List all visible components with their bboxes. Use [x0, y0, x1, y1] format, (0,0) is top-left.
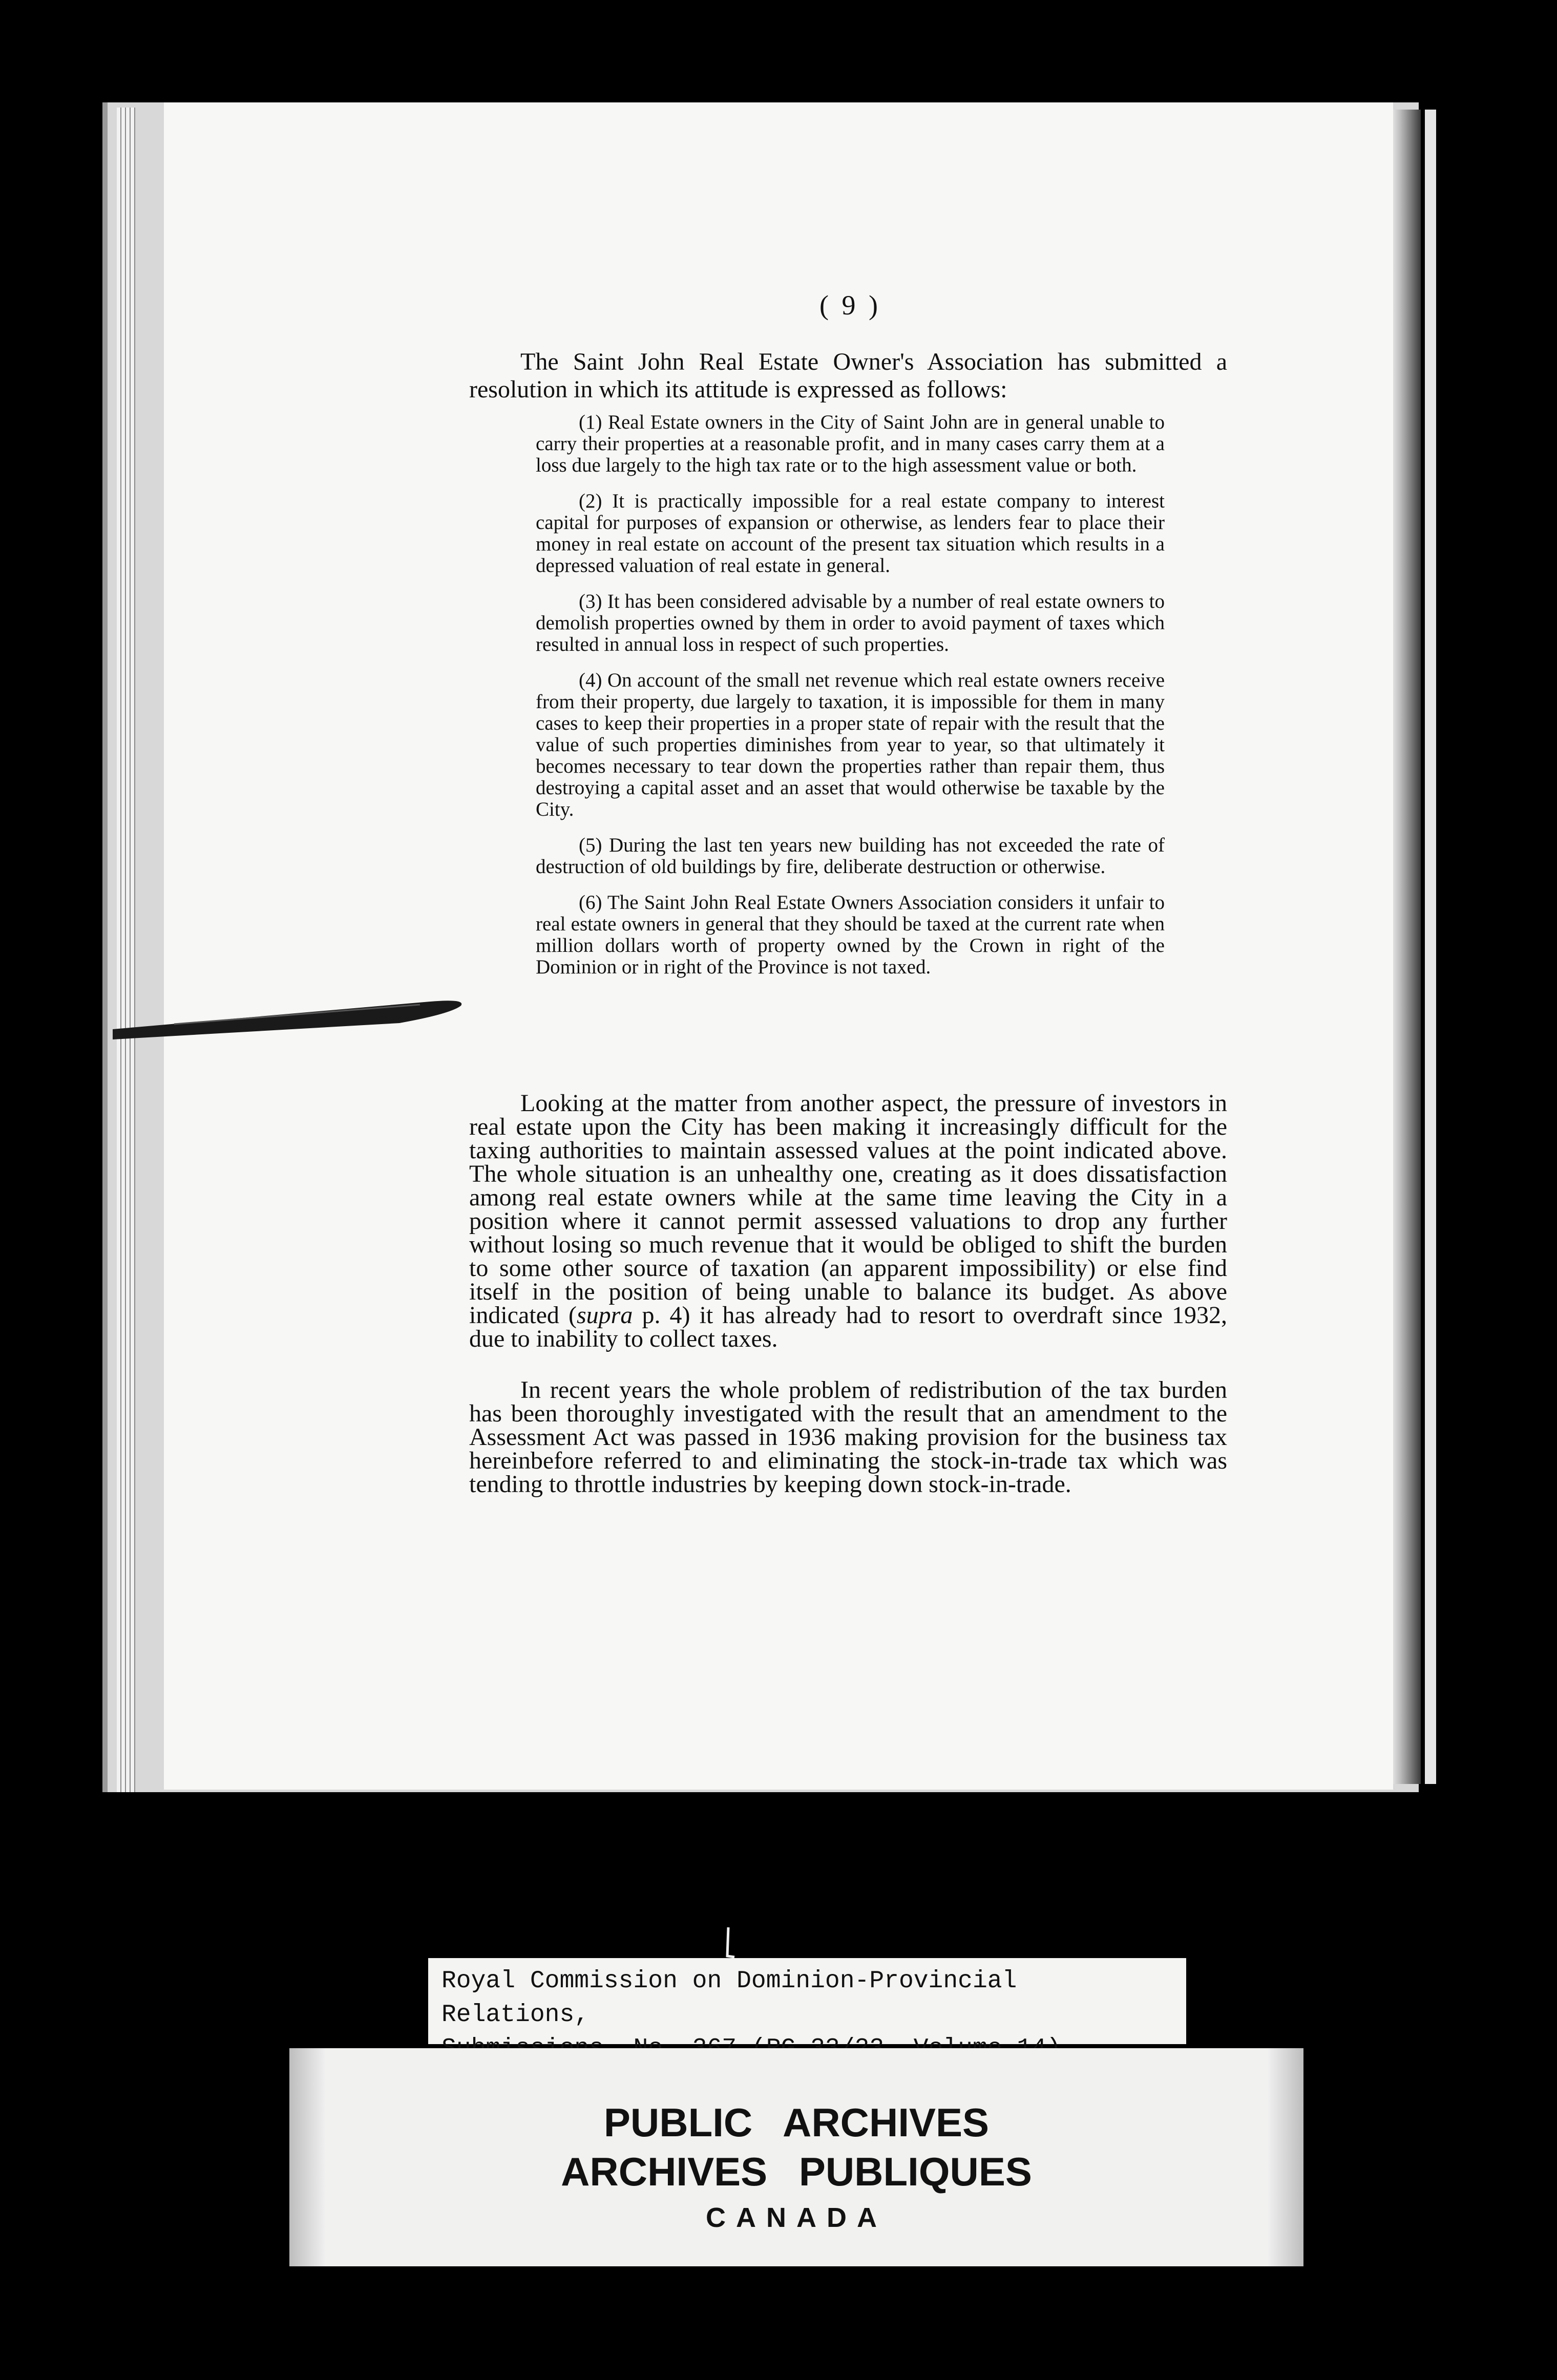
- resolution-item: (4) On account of the small net revenue which real estate owners receive from their property, due largely to taxation, it is impossible for them in many cases to keep their properties in a proper state of repair with the result that the value of such properties diminishes from year to year, so that ultimately it becomes necessary to tear down the properties rather than repair them, thus destroying a capital asset and an asset that would otherwise be taxable by the City.: [536, 669, 1165, 820]
- supra-italic: supra: [577, 1302, 633, 1329]
- pen-object: [113, 998, 471, 1039]
- stamp-line-canada: CANADA: [706, 2202, 887, 2233]
- paragraph-recent-years: In recent years the whole problem of redistribution of the tax burden has been thoroughly investigated with the result that an amendment to the Assessment Act was passed in 1936 making provision for the business tax hereinbefore referred to and eliminating the stock-in-trade tax which was tending to throttle industries by keeping down stock-in-trade.: [469, 1376, 1227, 1498]
- archives-stamp: [289, 2048, 1303, 2266]
- page-gutter-shadow: [1389, 110, 1421, 1784]
- resolution-item: (6) The Saint John Real Estate Owners Association considers it unfair to real estate owners in general that they should be taxed at the current rate when million dollars worth of property owned by the Crown in right of the Dominion or in right of the Province is not taxed.: [536, 891, 1165, 978]
- resolution-list: [536, 412, 1165, 992]
- resolution-item: (2) It is practically impossible for a real estate company to interest capital for purposes of expansion or otherwise, as lenders fear to place their money in real estate on account of the present tax situation which results in a depressed valuation of real estate in general.: [536, 490, 1165, 577]
- stamp-line-archives-publiques: ARCHIVES PUBLIQUES: [561, 2149, 1032, 2194]
- page-number: ( 9 ): [819, 290, 881, 321]
- body-paragraphs: [469, 1092, 1227, 1524]
- intro-text: The Saint John Real Estate Owner's Association has submitted a resolution in which its attitude is expressed as follows:: [469, 348, 1227, 403]
- resolution-item: (5) During the last ten years new building has not exceeded the rate of destruction of old buildings by fire, deliberate destruction or otherwise.: [536, 834, 1165, 878]
- resolution-item: (1) Real Estate owners in the City of Saint John are in general unable to carry their properties at a reasonable profit, and in many cases carry them at a loss due largely to the high tax rate or to the high assessment value or both.: [536, 411, 1165, 476]
- intro-paragraph: [469, 348, 1227, 403]
- paragraph-looking-end: p. 4) it has already had to resort to overdraft since 1932, due to inability to collect taxes.: [469, 1302, 1228, 1352]
- stamp-line-public-archives: PUBLIC ARCHIVES: [603, 2100, 990, 2145]
- reference-slip: [428, 1958, 1186, 2044]
- slip-pencil-mark: [722, 1925, 738, 1961]
- resolution-item: (3) It has been considered advisable by a number of real estate owners to demolish properties owned by them in order to avoid payment of taxes which resulted in annual loss in respect of such properties.: [536, 590, 1165, 655]
- slip-line-1: Royal Commission on Dominion-Provincial Relations,: [441, 1967, 1017, 2029]
- paragraph-looking: [469, 1092, 1227, 1351]
- paragraph-looking-text: Looking at the matter from another aspect, the pressure of investors in real estate upon the City has been making it increasingly difficult for the taxing authorities to maintain assessed values at the point indicated above. The whole situation is an unhealthy one, creating as it does dissatisfaction among real estate owners while at the same time leaving the City in a position where it cannot permit assessed valuations to drop any further without losing so much revenue that it would be obliged to shift the burden to some other source of taxation (an apparent impossibility) or else find itself in the position of being unable to balance its budget. As above indicated (: [469, 1090, 1227, 1329]
